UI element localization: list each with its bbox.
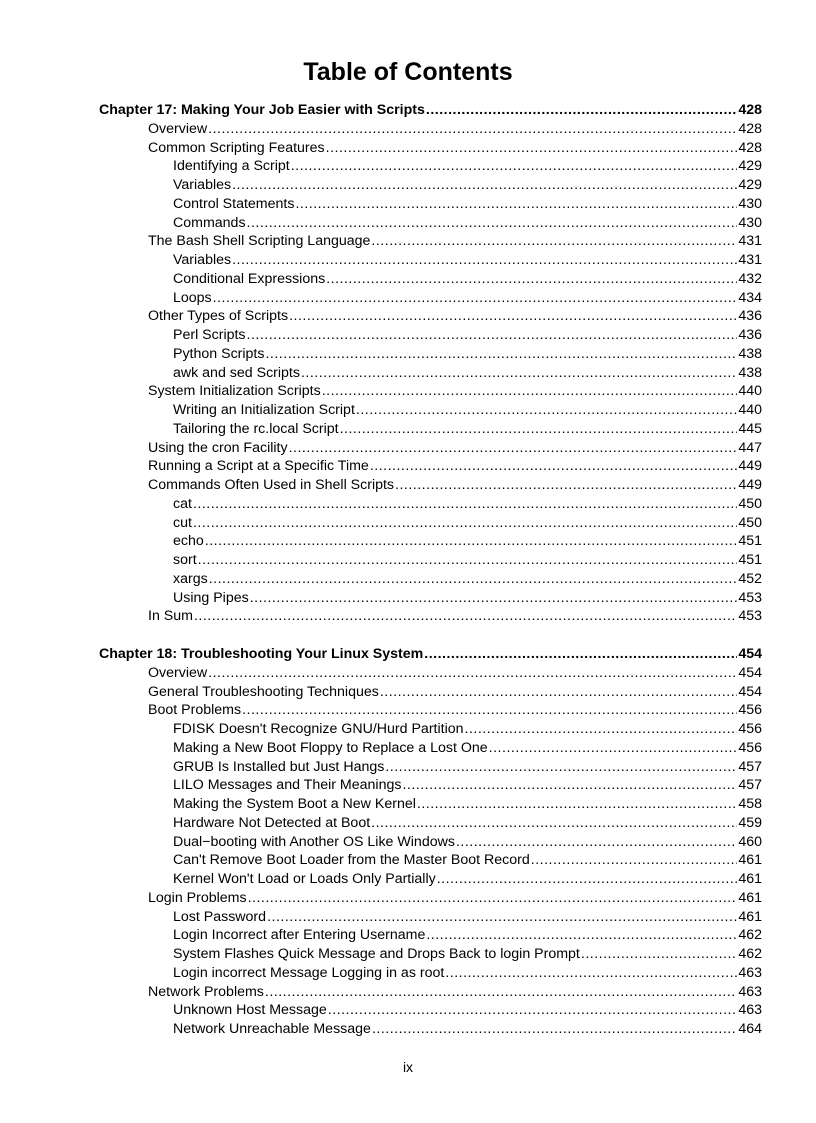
dot-leader <box>322 382 738 400</box>
dot-leader <box>465 720 738 738</box>
dot-leader <box>356 401 737 419</box>
toc-subsection[interactable] <box>0 157 816 175</box>
dot-leader <box>531 851 738 869</box>
page-number: ix <box>402 1059 414 1075</box>
toc-entry-label: Commands Often Used in Shell Scripts <box>148 477 395 493</box>
toc-section[interactable] <box>0 232 816 250</box>
toc-chapter[interactable] <box>0 645 816 663</box>
toc-entry-label: Overview <box>148 664 208 681</box>
toc-entry-page: 428 <box>738 139 762 156</box>
toc-entry-label: Hardware Not Detected at Boot <box>173 814 371 831</box>
toc-entry-page: 463 <box>738 964 762 981</box>
toc-entry-label: Network Problems <box>148 983 264 1000</box>
toc-entry-page: 445 <box>738 420 762 437</box>
toc-entry-page: 463 <box>738 983 762 1000</box>
toc-entry-label: Commands <box>173 214 246 231</box>
toc-entry-label: The Bash Shell Scripting Language <box>148 233 371 250</box>
toc-entry-page: 456 <box>738 739 762 756</box>
toc-entry-page: 431 <box>738 233 762 250</box>
toc-subsection[interactable] <box>0 251 816 269</box>
toc-section[interactable] <box>0 889 816 907</box>
dot-leader <box>385 758 737 776</box>
dot-leader <box>289 439 738 457</box>
toc-entry-page: 453 <box>738 589 762 606</box>
toc-section[interactable] <box>0 983 816 1001</box>
toc-subsection[interactable] <box>0 926 816 944</box>
dot-leader <box>248 889 738 907</box>
toc-subsection[interactable] <box>0 739 816 757</box>
toc-subsection[interactable] <box>0 589 816 607</box>
dot-leader <box>380 683 737 701</box>
dot-leader <box>489 739 738 757</box>
toc-entry-page: 436 <box>738 327 762 343</box>
toc-entry-label: cat <box>173 495 192 512</box>
toc-entry-page: 449 <box>738 458 762 475</box>
toc-section[interactable] <box>0 307 816 325</box>
toc-entry-label: Writing an Initialization Script <box>173 402 355 418</box>
toc-entry-page: 462 <box>738 946 762 962</box>
toc-subsection[interactable] <box>0 214 816 232</box>
toc-section[interactable] <box>0 457 816 475</box>
toc-entry-label: Using the cron Facility <box>148 439 288 456</box>
toc-entry-label: Chapter 17: Making Your Job Easier with Scripts <box>99 102 425 118</box>
dot-leader <box>371 814 737 832</box>
toc-subsection[interactable] <box>0 945 816 963</box>
toc-entry-page: 438 <box>738 345 762 362</box>
dot-leader <box>456 833 737 851</box>
toc-subsection[interactable] <box>0 1001 816 1019</box>
dot-leader <box>242 701 737 719</box>
dot-leader <box>213 289 738 307</box>
dot-leader <box>301 364 737 382</box>
dot-leader <box>372 1020 737 1038</box>
toc-entry-page: 460 <box>738 833 762 850</box>
toc-entry-page: 454 <box>738 664 762 681</box>
dot-leader <box>232 251 737 269</box>
toc-entry-label: Login incorrect Message Logging in as root <box>173 964 445 981</box>
dot-leader <box>247 214 738 232</box>
toc-entry-label: Login Problems <box>148 889 247 906</box>
toc-entry-label: Perl Scripts <box>173 327 246 343</box>
toc-entry-page: 430 <box>738 195 762 212</box>
toc-subsection[interactable] <box>0 195 816 213</box>
dot-leader <box>232 176 737 194</box>
toc-entry-label: sort <box>173 552 197 568</box>
dot-leader <box>370 457 738 475</box>
toc-section[interactable] <box>0 683 816 701</box>
toc-subsection[interactable] <box>0 345 816 363</box>
toc-entry-page: 456 <box>738 721 762 737</box>
toc-entry-page: 457 <box>738 758 762 775</box>
toc-entry-page: 440 <box>738 383 762 400</box>
dot-leader <box>267 908 737 926</box>
toc-entry-page: 440 <box>738 402 762 418</box>
dot-leader <box>340 420 738 438</box>
toc-entry-label: Can't Remove Boot Loader from the Master Boot Record <box>173 852 530 869</box>
dot-leader <box>208 120 737 138</box>
toc-entry-label: echo <box>173 533 204 550</box>
dot-leader <box>289 307 737 325</box>
dot-leader <box>424 645 737 663</box>
toc-section[interactable] <box>0 607 816 625</box>
toc-subsection[interactable] <box>0 776 816 794</box>
toc-entry-page: 464 <box>738 1021 762 1037</box>
toc-entry-page: 450 <box>738 514 762 531</box>
dot-leader <box>194 607 737 625</box>
toc-entry-label: Other Types of Scripts <box>148 308 289 325</box>
toc-entry-label: Python Scripts <box>173 345 265 362</box>
toc-entry-page: 461 <box>738 871 762 887</box>
toc-entry-page: 428 <box>738 102 762 118</box>
toc-entry-label: Lost Password <box>173 908 267 925</box>
toc-section[interactable] <box>0 382 816 400</box>
toc-entry-label: GRUB Is Installed but Just Hangs <box>173 758 385 775</box>
toc-entry-label: LILO Messages and Their Meanings <box>173 777 402 794</box>
toc-entry-page: 432 <box>738 270 762 287</box>
toc-entry-label: Variables <box>173 177 232 193</box>
toc-entry-label: Control Statements <box>173 195 295 212</box>
toc-subsection[interactable] <box>0 814 816 832</box>
toc-entry-label: Making a New Boot Floppy to Replace a Lost One <box>173 739 488 756</box>
toc-entry-page: 431 <box>738 252 762 268</box>
toc-subsection[interactable] <box>0 964 816 982</box>
toc-section[interactable] <box>0 139 816 157</box>
toc-entry-label: Using Pipes <box>173 589 249 606</box>
toc-entry-page: 459 <box>738 814 762 831</box>
toc-subsection[interactable] <box>0 795 816 813</box>
toc-subsection[interactable] <box>0 401 816 419</box>
toc-section[interactable] <box>0 664 816 682</box>
toc-subsection[interactable] <box>0 833 816 851</box>
toc-entry-label: Unknown Host Message <box>173 1002 327 1019</box>
toc-entry-label: awk and sed Scripts <box>173 364 300 381</box>
toc-section[interactable] <box>0 120 816 138</box>
toc-entry-label: Login Incorrect after Entering Username <box>173 927 426 944</box>
dot-leader <box>371 232 737 250</box>
toc-subsection[interactable] <box>0 176 816 194</box>
toc-entry-page: 436 <box>738 308 762 325</box>
dot-leader <box>328 1001 738 1019</box>
toc-entry-page: 461 <box>738 889 762 906</box>
toc-entry-label: Dual−booting with Another OS Like Windows <box>173 833 455 850</box>
dot-leader <box>417 795 737 813</box>
toc-entry-page: 461 <box>738 908 762 925</box>
toc-entry-page: 461 <box>738 852 762 869</box>
toc-entry-page: 456 <box>738 702 762 719</box>
toc-entry-page: 428 <box>738 120 762 137</box>
dot-leader <box>205 532 738 550</box>
toc-entry-label: Kernel Won't Load or Loads Only Partially <box>173 871 436 887</box>
dot-leader <box>426 926 737 944</box>
toc-subsection[interactable] <box>0 551 816 569</box>
toc-entry-page: 454 <box>738 646 762 662</box>
dot-leader <box>295 195 737 213</box>
toc-entry-page: 447 <box>738 439 762 456</box>
dot-leader <box>198 551 738 569</box>
dot-leader <box>581 945 737 963</box>
toc-entry-page: 453 <box>738 608 762 625</box>
toc-entry-label: Identifying a Script <box>173 158 290 175</box>
dot-leader <box>265 983 737 1001</box>
toc-subsection[interactable] <box>0 495 816 513</box>
dot-leader <box>209 570 738 588</box>
toc-entry-page: 462 <box>738 927 762 944</box>
toc-subsection[interactable] <box>0 758 816 776</box>
toc-entry-label: Variables <box>173 252 232 268</box>
toc-subsection[interactable] <box>0 1020 816 1038</box>
toc-entry-label: Making the System Boot a New Kernel <box>173 796 416 812</box>
toc-entry-page: 434 <box>738 289 762 306</box>
toc-entry-label: System Initialization Scripts <box>148 383 321 400</box>
toc-subsection[interactable] <box>0 289 816 307</box>
toc-entry-page: 438 <box>738 364 762 381</box>
dot-leader <box>291 157 738 175</box>
dot-leader <box>208 664 737 682</box>
dot-leader <box>193 495 737 513</box>
toc-subsection[interactable] <box>0 420 816 438</box>
toc-entry-label: Running a Script at a Specific Time <box>148 458 369 475</box>
toc-entry-page: 463 <box>738 1002 762 1019</box>
dot-leader <box>193 514 737 532</box>
dot-leader <box>247 326 738 344</box>
dot-leader <box>445 964 737 982</box>
toc-entry-label: cut <box>173 514 192 531</box>
toc-entry-page: 452 <box>738 570 762 587</box>
toc-subsection[interactable] <box>0 532 816 550</box>
toc-section[interactable] <box>0 476 816 494</box>
toc-subsection[interactable] <box>0 908 816 926</box>
toc-subsection[interactable] <box>0 270 816 288</box>
dot-leader <box>326 270 737 288</box>
toc-entry-label: In Sum <box>148 608 193 625</box>
toc-subsection[interactable] <box>0 326 816 344</box>
dot-leader <box>250 589 738 607</box>
toc-entry-label: Boot Problems <box>148 702 242 719</box>
toc-entry-label: FDISK Doesn't Recognize GNU/Hurd Partition <box>173 721 464 737</box>
toc-entry-page: 449 <box>738 477 762 493</box>
toc-entry-page: 457 <box>738 777 762 794</box>
toc-entry-label: Loops <box>173 289 212 306</box>
toc-entry-label: General Troubleshooting Techniques <box>148 683 379 700</box>
toc-subsection[interactable] <box>0 851 816 869</box>
dot-leader <box>426 101 737 119</box>
toc-subsection[interactable] <box>0 720 816 738</box>
toc-entry-page: 450 <box>738 495 762 512</box>
toc-entry-page: 430 <box>738 214 762 231</box>
toc-entry-label: Conditional Expressions <box>173 270 326 287</box>
toc-subsection[interactable] <box>0 870 816 888</box>
toc-entry-page: 454 <box>738 683 762 700</box>
dot-leader <box>437 870 738 888</box>
toc-entry-page: 451 <box>738 552 762 568</box>
toc-entry-page: 429 <box>738 177 762 193</box>
toc-entry-page: 429 <box>738 158 762 175</box>
page-title: Table of Contents <box>303 58 513 86</box>
toc-entry-label: Chapter 18: Troubleshooting Your Linux System <box>99 646 424 662</box>
toc-entry-label: Common Scripting Features <box>148 139 325 156</box>
toc-entry-page: 458 <box>738 796 762 812</box>
toc-chapter[interactable] <box>0 101 816 119</box>
toc-entry-label: Tailoring the rc.local Script <box>173 420 339 437</box>
toc-section[interactable] <box>0 439 816 457</box>
toc-subsection[interactable] <box>0 570 816 588</box>
dot-leader <box>265 345 737 363</box>
toc-subsection[interactable] <box>0 514 816 532</box>
toc-entry-label: xargs <box>173 570 208 587</box>
dot-leader <box>395 476 737 494</box>
dot-leader <box>402 776 737 794</box>
toc-section[interactable] <box>0 701 816 719</box>
toc-entry-label: System Flashes Quick Message and Drops Back to login Prompt <box>173 946 580 962</box>
toc-entry-label: Overview <box>148 120 208 137</box>
toc-subsection[interactable] <box>0 364 816 382</box>
dot-leader <box>326 139 738 157</box>
toc-entry-label: Network Unreachable Message <box>173 1021 371 1037</box>
toc-entry-page: 451 <box>738 533 762 550</box>
